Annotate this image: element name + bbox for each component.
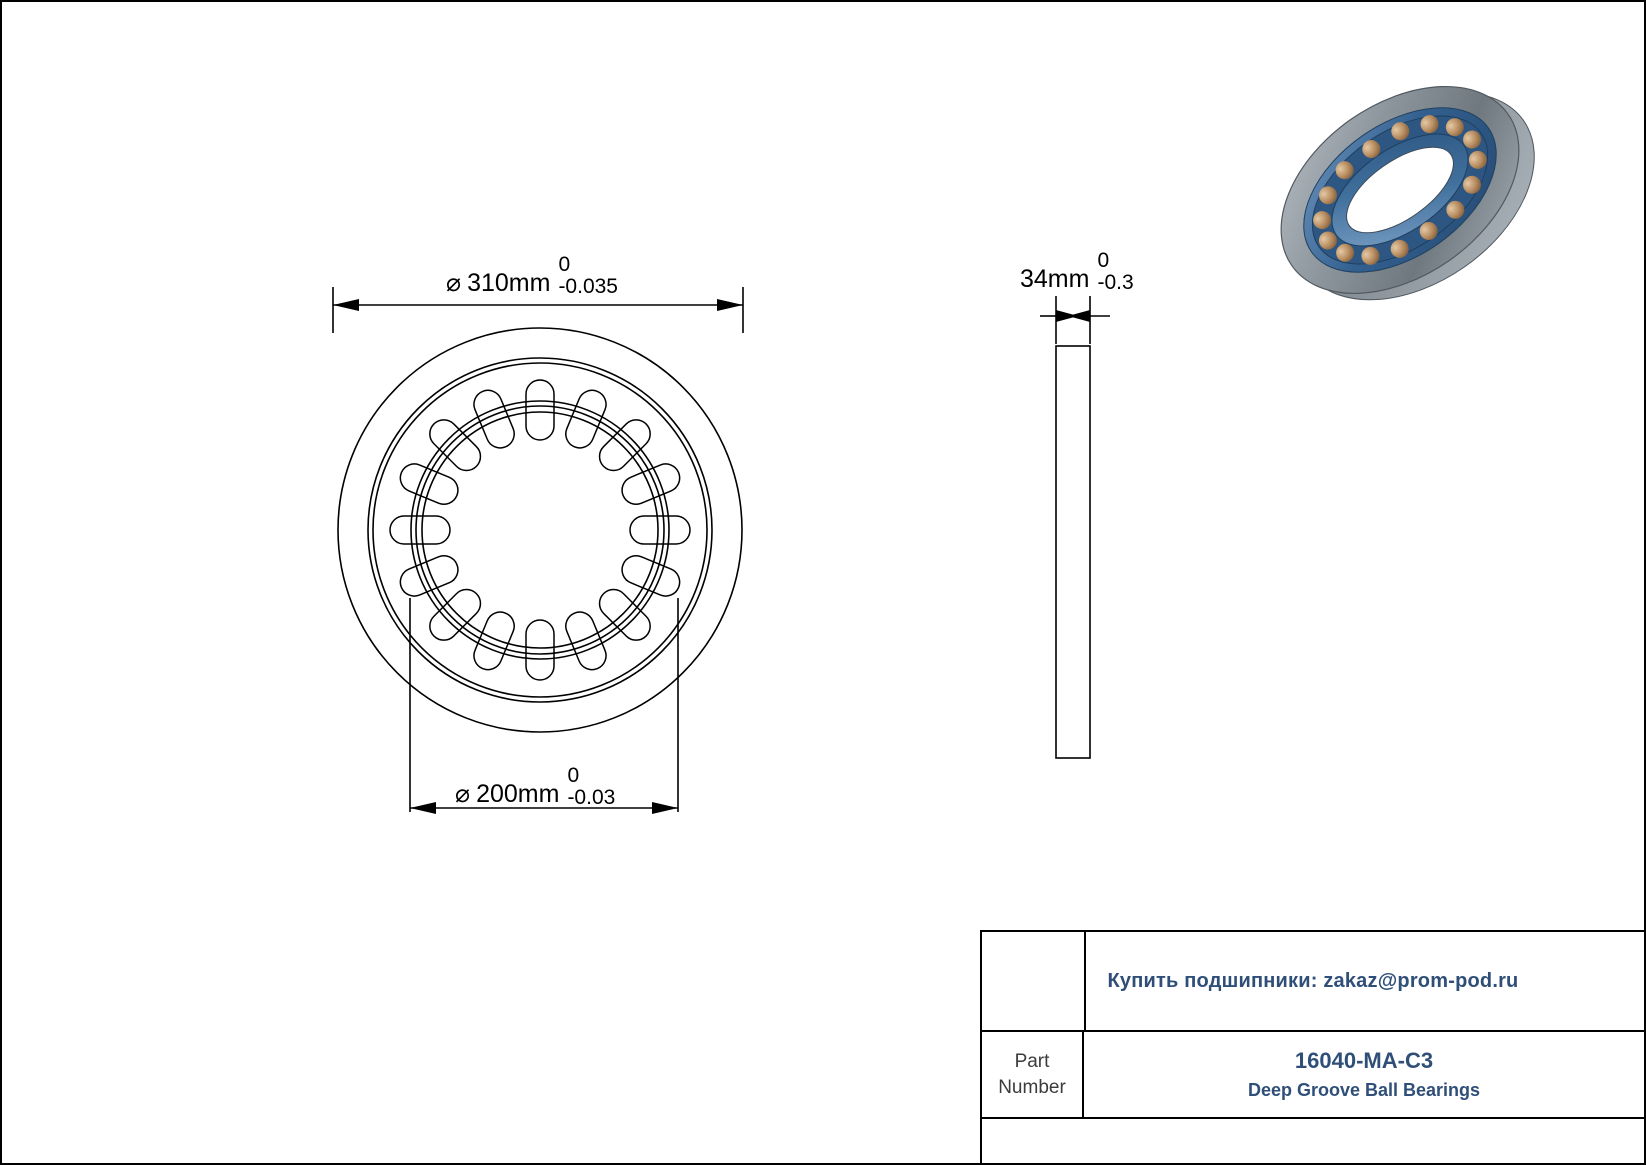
outer-diameter-value: 310mm	[467, 269, 551, 298]
part-number-label	[982, 1032, 1084, 1117]
title-block-part-row	[982, 1032, 1644, 1119]
part-number-label-line2: Number	[998, 1076, 1066, 1098]
width-tolerance-upper: 0	[1097, 249, 1110, 272]
outer-diameter-tolerance-upper: 0	[558, 253, 571, 276]
title-block	[980, 930, 1644, 1163]
inner-diameter-dimension-text	[455, 765, 615, 809]
width-tolerance-lower: -0.3	[1097, 271, 1134, 295]
outer-diameter-tolerance-lower: -0.035	[558, 275, 618, 299]
side-view-bearing	[1050, 340, 1096, 765]
title-block-divider	[1084, 932, 1086, 1032]
title-block-email-row	[982, 932, 1644, 1032]
part-description: Deep Groove Ball Bearings	[1247, 1080, 1481, 1100]
outer-diameter-symbol: ⌀	[446, 269, 462, 298]
width-dimension-text	[1020, 250, 1134, 294]
inner-diameter-tolerance-upper: 0	[567, 764, 580, 787]
width-value: 34mm	[1020, 265, 1090, 294]
inner-diameter-tolerance-lower: -0.03	[567, 786, 616, 810]
contact-email-text: Купить подшипники: zakaz@prom-pod.ru	[1107, 969, 1519, 992]
inner-diameter-value: 200mm	[476, 780, 560, 809]
part-number-value-cell	[1084, 1032, 1644, 1117]
part-number-label-line1: Part	[1014, 1050, 1050, 1072]
inner-diameter-symbol: ⌀	[455, 780, 471, 809]
part-number-value: 16040-MA-C3	[1294, 1048, 1434, 1073]
isometric-bearing-render	[1255, 45, 1545, 335]
outer-diameter-dimension-text	[446, 254, 618, 298]
